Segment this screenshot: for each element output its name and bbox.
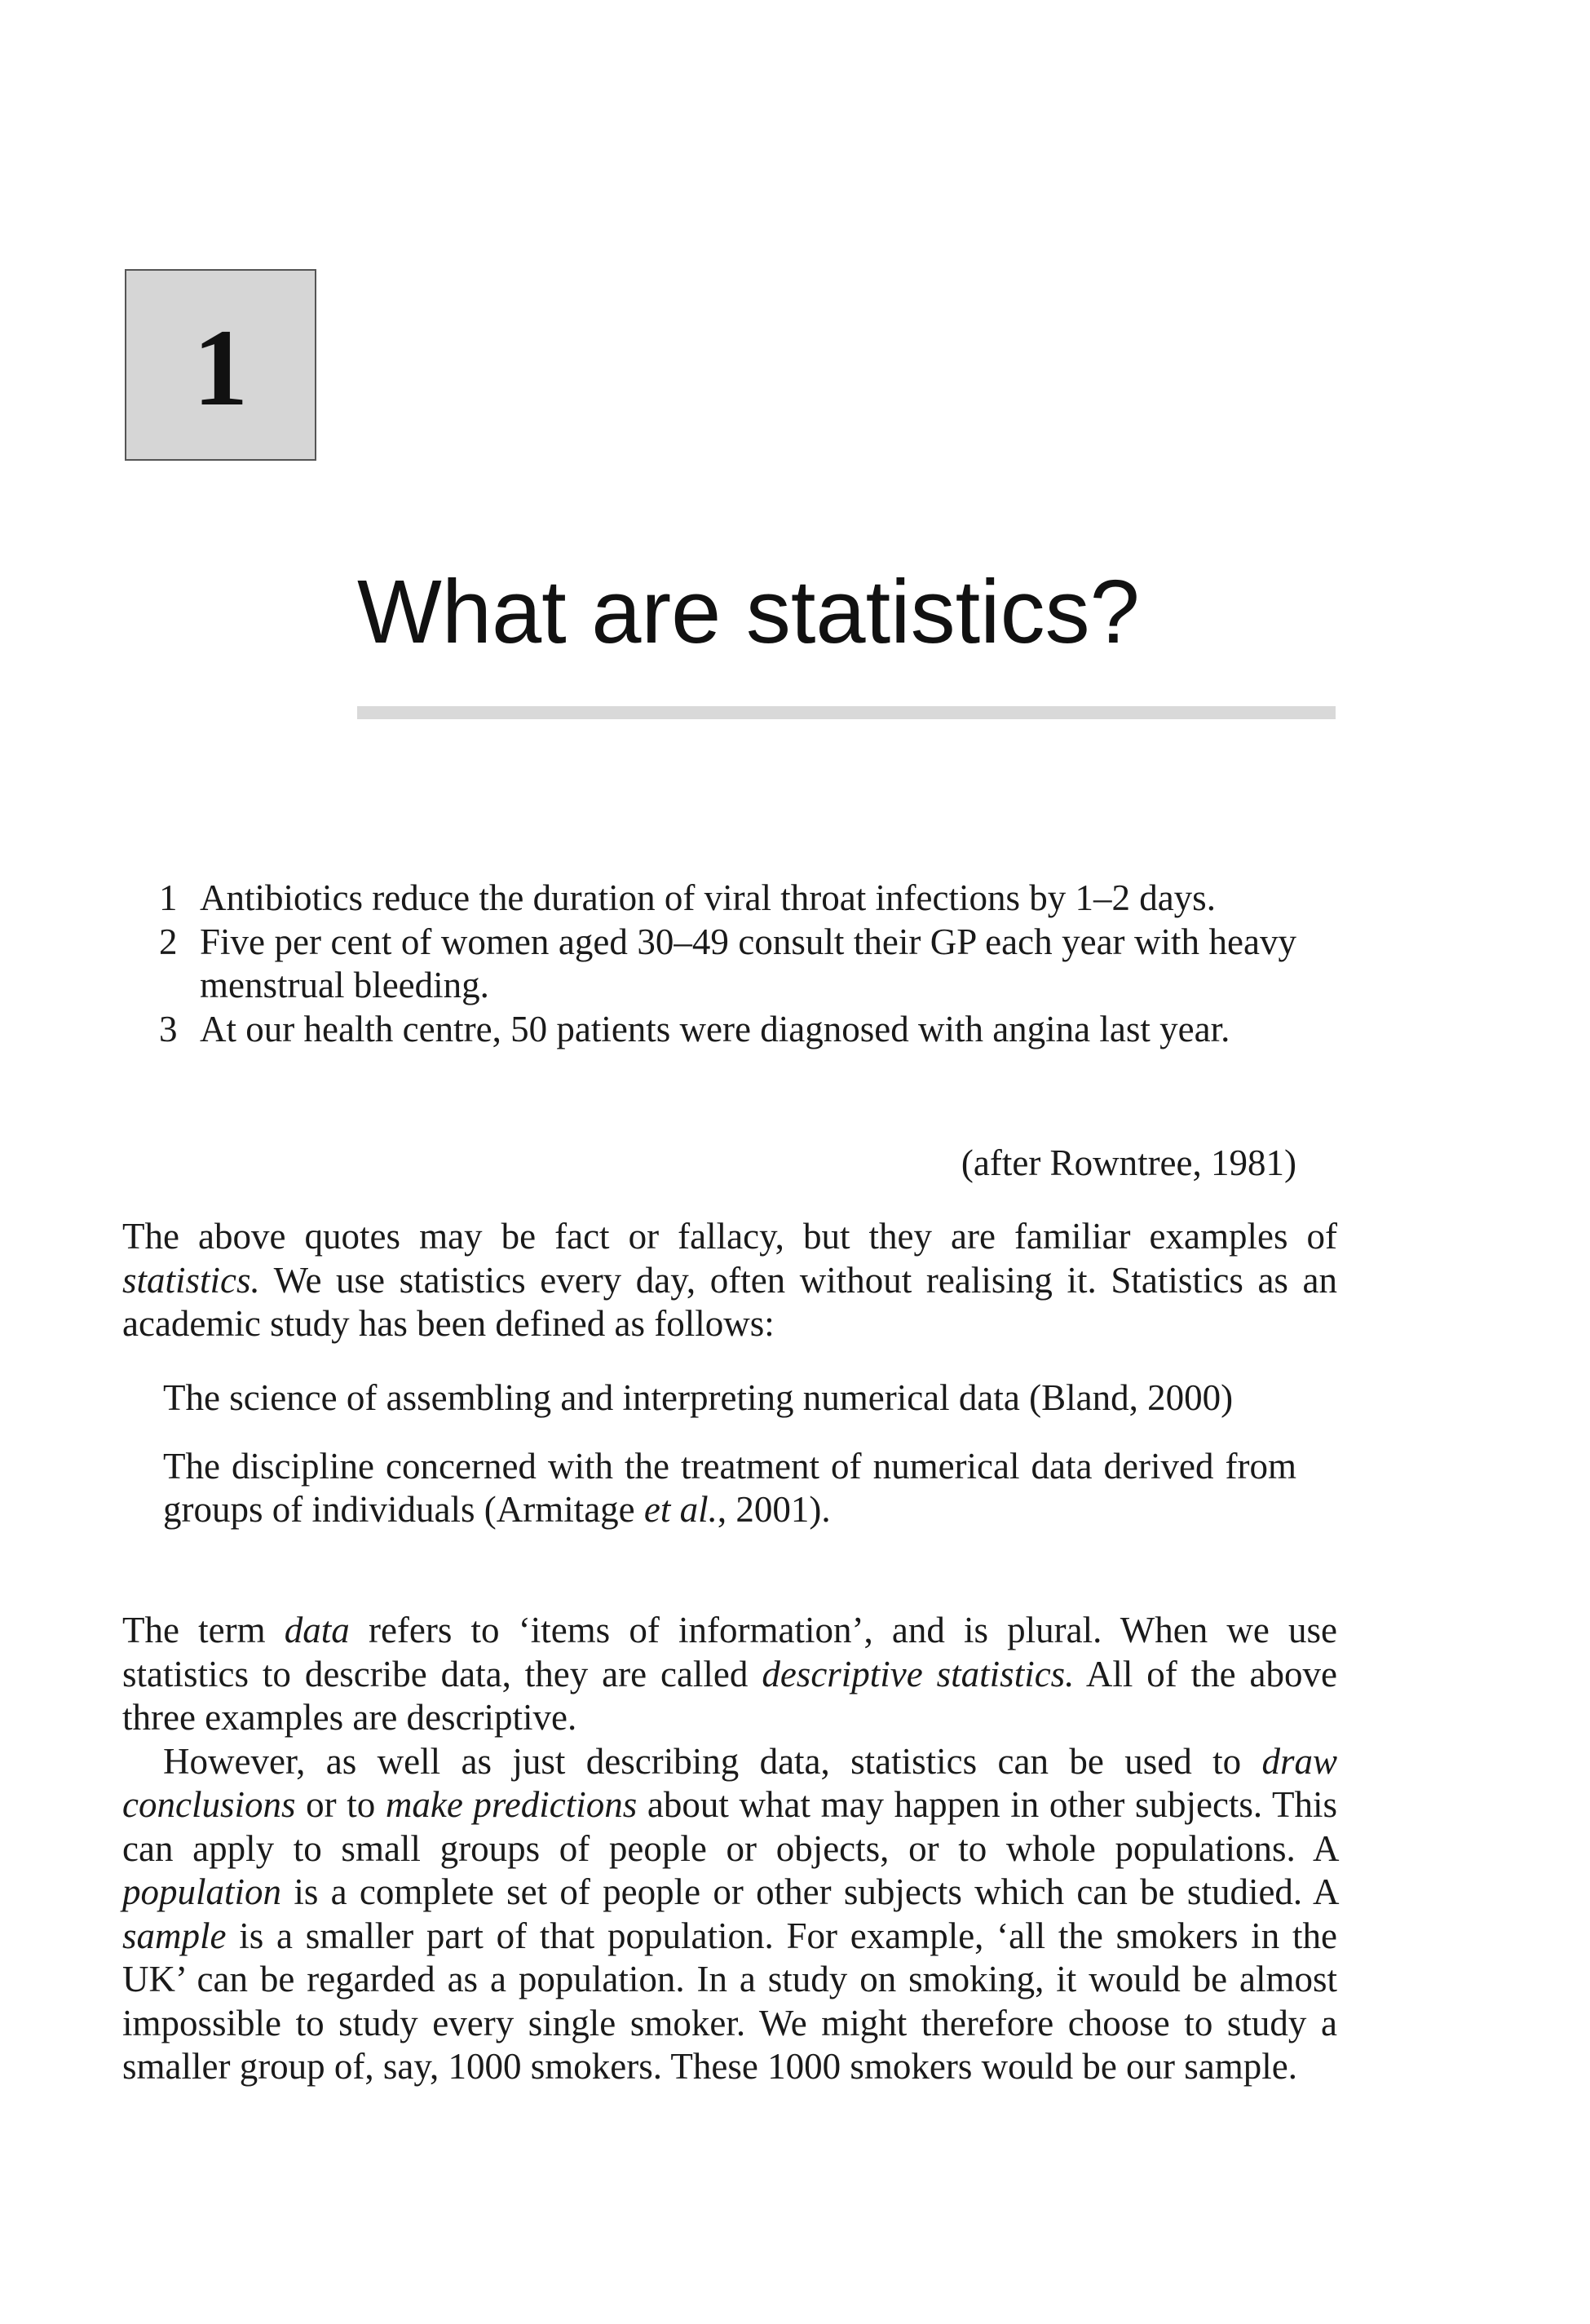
emphasis-sample: sample bbox=[122, 1915, 227, 1956]
quote-number: 2 bbox=[159, 921, 178, 962]
intro-text-2: We use statistics every day, often without realising it. Statistics as an academic study has been defined as follows: bbox=[122, 1259, 1338, 1344]
emphasis-data: data bbox=[284, 1610, 350, 1650]
quote-text: Antibiotics reduce the duration of viral throat infections by 1–2 days. bbox=[200, 877, 1216, 918]
intro-emphasis: statistics. bbox=[122, 1259, 260, 1301]
chapter-number-box bbox=[125, 269, 316, 461]
paragraph-population bbox=[122, 1740, 1337, 2089]
text-run: or to bbox=[306, 1784, 376, 1825]
quote-item bbox=[159, 921, 1296, 1008]
quote-attribution: (after Rowntree, 1981) bbox=[961, 1142, 1296, 1183]
text-run: about what may happen in other subjects. This can apply to small groups of people or objects, or to whole populations. A bbox=[122, 1784, 1337, 1869]
quote-number: 1 bbox=[159, 877, 178, 918]
chapter-number: 1 bbox=[192, 307, 249, 429]
quote-item bbox=[159, 1008, 1296, 1052]
chapter-title: What are statistics? bbox=[357, 562, 1140, 662]
text-run: All of the above three examples are descriptive. bbox=[122, 1653, 1338, 1738]
definition-armitage bbox=[163, 1445, 1296, 1532]
quote-number: 3 bbox=[159, 1008, 178, 1049]
quote-item bbox=[159, 877, 1296, 921]
text-run: is a smaller part of that population. For example, ‘all the smokers in the UK’ can be regarded as a population. In a study on smoking, it would be almost impossible to study every single smoker. We might therefore choose to study a smaller group of, say, 1000 smokers. These 1000 smokers would be our sample. bbox=[122, 1915, 1338, 2087]
emphasis-descriptive-statistics: descriptive statistics. bbox=[762, 1653, 1075, 1694]
quote-text: At our health centre, 50 patients were diagnosed with angina last year. bbox=[200, 1008, 1230, 1049]
quote-list bbox=[159, 877, 1296, 1051]
quote-text: Five per cent of women aged 30–49 consult their GP each year with heavy menstrual bleeding. bbox=[200, 921, 1296, 1005]
intro-paragraph bbox=[122, 1215, 1337, 1346]
definitions-block bbox=[163, 1376, 1296, 1532]
definition-text-1: The discipline concerned with the treatment of numerical data derived from groups of individuals (Armitage bbox=[163, 1445, 1296, 1530]
emphasis-make-predictions: make predictions bbox=[385, 1784, 638, 1825]
intro-text-1: The above quotes may be fact or fallacy, but they are familiar examples of bbox=[122, 1216, 1337, 1257]
definition-emphasis: et al. bbox=[643, 1489, 718, 1530]
text-run: However, as well as just describing data, statistics can be used to bbox=[163, 1740, 1242, 1782]
definition-bland: The science of assembling and interpreting numerical data (Bland, 2000) bbox=[163, 1377, 1234, 1418]
emphasis-population: population bbox=[122, 1871, 282, 1912]
body-text bbox=[122, 1609, 1337, 2089]
emphasis-draw-conclusions: draw conclusions bbox=[122, 1740, 1338, 1825]
paragraph-data-term bbox=[122, 1609, 1337, 1740]
text-run: refers to ‘items of information’, and is plural. When we use statistics to describe data, they are called bbox=[122, 1610, 1337, 1694]
title-underline-rule bbox=[357, 706, 1336, 719]
definition-text-2: , 2001). bbox=[717, 1489, 831, 1530]
text-run: The term bbox=[122, 1610, 266, 1650]
text-run: is a complete set of people or other subjects which can be studied. A bbox=[294, 1871, 1337, 1912]
